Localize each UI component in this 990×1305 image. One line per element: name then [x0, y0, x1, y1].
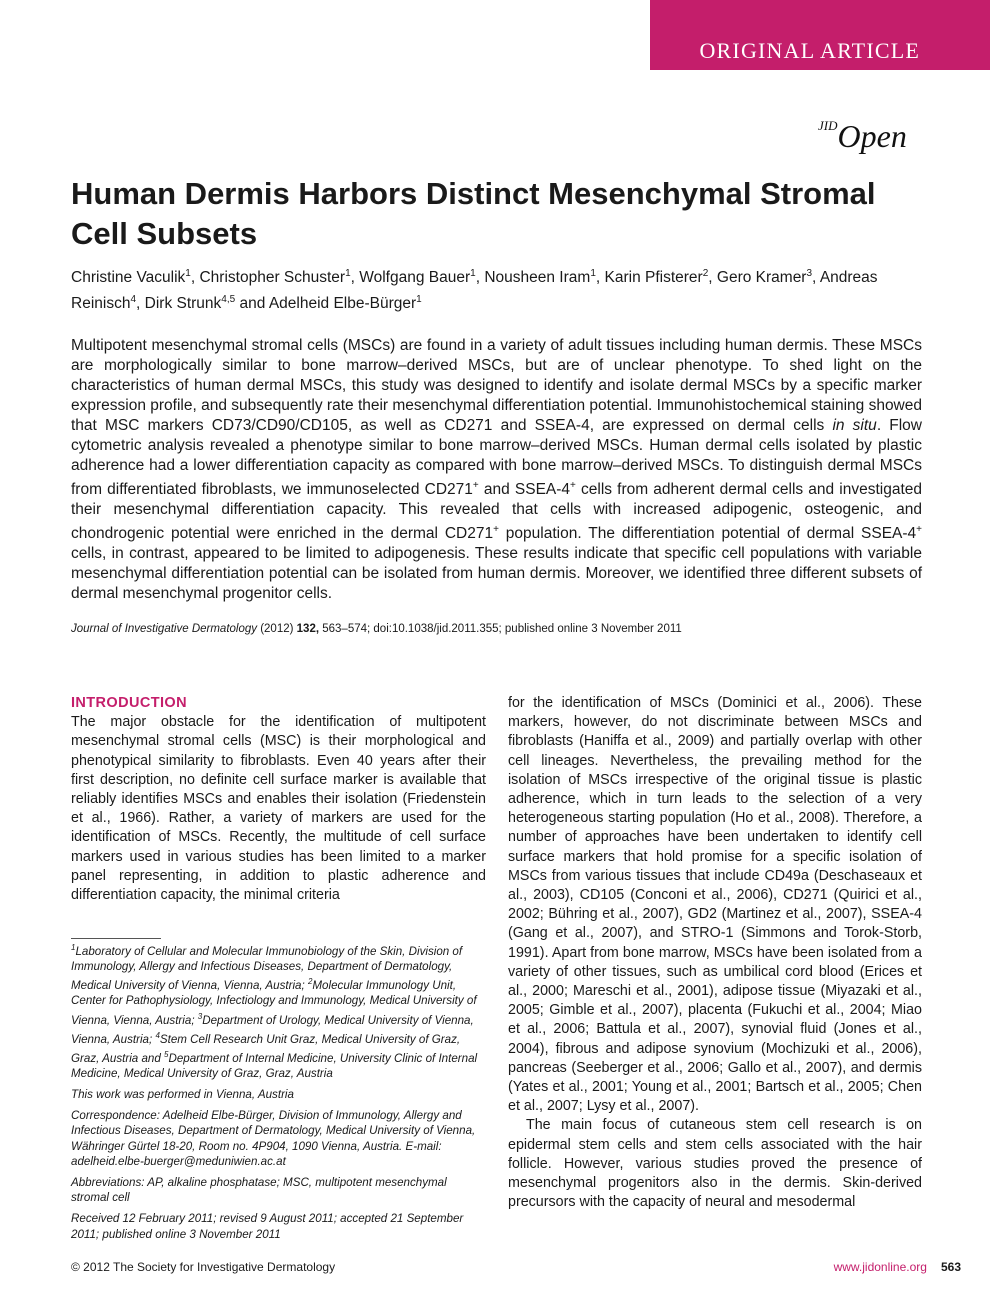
affiliation-text: Laboratory of Cellular and Molecular Immunobiology of the Skin, Division of Immunology, Allergy and Infectious Diseases, Department of Dermatology, Medical University of Vienna, Vienna, Austria; [71, 944, 463, 993]
affiliation-number: 5 [164, 1049, 169, 1059]
received-note: Received 12 February 2011; revised 9 August 2011; accepted 21 September 2011; published online 3 November 2011 [71, 1212, 464, 1241]
logo-large-text: Open [837, 118, 907, 154]
author-name: Nousheen Iram [484, 269, 591, 287]
author-affiliation: 1 [416, 294, 422, 306]
logo-small-text: JID [818, 118, 838, 133]
author-affiliation: 1 [470, 268, 476, 279]
affiliation-text: Molecular Immunology Unit, Center for Pathophysiology, Infectiology and Immunology, Medical University of Vienna, Vienna, Austria; [71, 979, 477, 1027]
section-heading-introduction: INTRODUCTION [71, 695, 187, 711]
affiliation-text: Stem Cell Research Unit Graz, Medical University of Graz, Graz, Austria and [71, 1032, 461, 1065]
footnote-divider [71, 938, 161, 939]
affiliation-number: 2 [307, 977, 313, 987]
affiliations [71, 940, 486, 1081]
author-affiliation: 2 [702, 268, 709, 279]
performed-note: This work was performed in Vienna, Austria [71, 1087, 294, 1101]
footnotes [71, 940, 486, 1248]
affiliation-number: 1 [71, 943, 76, 952]
author-name: Karin Pfisterer [604, 269, 703, 287]
article-type-banner [650, 0, 990, 70]
author-affiliation: 4 [130, 294, 137, 306]
superscript-plus: + [472, 480, 479, 491]
intro-right-paragraph-1: for the identification of MSCs (Dominici et al., 2006). These markers, however, do not discriminate between MSCs and fibroblasts (Haniffa et al., 2009) and partially overlap with other cell lineages. Nevertheless, the prevailing method for the isolation of MSCs irrespective of the original tissue is plastic adherence, which in turn leads to the selection of a very heterogeneous starting population (Ho et al., 2008). Therefore, a number of approaches have been undertaken to identify cell surface markers that hold promise for a specific isolation of MSCs from various tissues that include CD49a (Deschaseaux et al., 2003), CD105 (Conconi et al., 2006), CD271 (Quirici et al., 2002; Bühring et al., 2007), GD2 (Martinez et al., 2007), SSEA-4 (Gang et al., 2007), and STRO-1 (Simmons and Torok-Storb, 1991). Apart from bone marrow, MSCs have been isolated from a variety of other tissues, such as umbilical cord blood (Erices et al., 2000; Mareschi et al., 2001), adipose tissue (Miyazaki et al., 2005; Gimble et al., 2007), placenta (Fukuchi et al., 2004; Miao et al., 2006; Battula et al., 2007), synovial fluid (Jones et al., 2004), fibrous and adipose synovium (Mochizuki et al., 2006), pancreas (Seeberger et al., 2006; Gallo et al., 2007), and dermis (Yates et al., 2001; Young et al., 2001; Bartsch et al., 2005; Chen et al., 2007; Lysy et al., 2007). [508, 695, 922, 1115]
abstract [71, 336, 922, 604]
citation-line [71, 623, 682, 635]
author-affiliation: 1 [185, 268, 191, 279]
article-title: Human Dermis Harbors Distinct Mesenchymal Stromal Cell Subsets [71, 176, 876, 251]
author-affiliation: 3 [806, 268, 813, 279]
author-name: Andreas Reinisch [71, 269, 878, 313]
jid-open-logo [818, 118, 907, 155]
author-affiliation: 1 [345, 268, 351, 279]
author-name: Adelheid Elbe-Bürger [268, 295, 417, 313]
author-list: Christine Vaculik$^1$, Christopher Schuster$^1$, Wolfgang Bauer$^1$, Nousheen Iram$^1$, Karin Pfisterer$^2$, Gero Kramer$^3$, Andreas Reinisch$^4$, Dirk Strunk$^{4,5}$ and Adelheid Elbe-Bürger$^1$ [71, 268, 878, 313]
abstract-part: population. The differentiation potential of dermal SSEA-4 [498, 525, 917, 543]
affiliation-text: Department of Urology, Medical University of Vienna, Vienna, Austria; [71, 1013, 474, 1046]
abstract-italic: in situ [832, 417, 877, 434]
website-link[interactable]: www.jidonline.org [833, 1260, 927, 1274]
affiliation-number: 3 [197, 1011, 203, 1021]
right-column [508, 694, 922, 1212]
citation-rest: 563–574; doi:10.1038/jid.2011.355; published online 3 November 2011 [319, 623, 682, 635]
correspondence-note: Correspondence: Adelheid Elbe-Bürger, Division of Immunology, Allergy and Infectious Diseases, Department of Dermatology, Medical University of Vienna, Währinger Gürtel 18-20, Room no. 4P904, 1090 Vienna, Austria. E-mail: adelheid.elbe-buerger@meduniwien.ac.at [71, 1109, 476, 1168]
author-name: Christopher Schuster [199, 269, 346, 287]
author-name: Christine Vaculik [71, 269, 186, 287]
affiliation-text: Department of Internal Medicine, University Clinic of Internal Medicine, Medical University of Graz, Graz, Austria [71, 1051, 478, 1080]
author-name: Dirk Strunk [144, 295, 222, 313]
page-number: 563 [940, 1260, 961, 1274]
affiliation-number: 4 [155, 1030, 160, 1040]
abbreviations-note: Abbreviations: AP, alkaline phosphatase; MSC, multipotent mesenchymal stromal cell [71, 1175, 447, 1205]
abstract-part: cells, in contrast, appeared to be limited to adipogenesis. These results indicate that specific cell populations with variable mesenchymal differentiation potential can be isolated from human dermis. Moreover, we identified three different subsets of dermal mesenchymal progenitor cells. [71, 545, 922, 603]
superscript-plus: + [916, 524, 922, 536]
author-affiliation: 1 [590, 268, 596, 279]
author-name: Gero Kramer [716, 269, 807, 287]
citation-volume: 132, [296, 623, 320, 635]
copyright-text: © 2012 The Society for Investigative Dermatology [71, 1260, 336, 1274]
author-affiliation: 4,5 [221, 294, 236, 306]
abstract-part: cells from adherent dermal cells and investigated their mesenchymal differentiation capacity. This revealed that cells with increased adipogenic, osteogenic, and chondrogenic potential were enriched in the dermal CD271 [71, 481, 923, 543]
superscript-plus: + [493, 524, 499, 536]
abstract-part: and SSEA-4 [478, 481, 571, 499]
intro-left-paragraph: The major obstacle for the identification of multipotent mesenchymal stromal cells (MSC) is their morphological and phenotypical similarity to fibroblasts. Even 40 years after their first description, no definite cell surface marker is available that reliably identifies MSCs and enables their isolation (Friedenstein et al., 1966). Rather, a variety of markers are used for the identification of MSCs. Recently, the multitude of cell surface markers used in various studies has been limited to a marker panel representing, in addition to plastic adherence and differentiation capacity, the minimal criteria [71, 714, 486, 904]
footer-right [834, 1260, 961, 1274]
journal-name: Journal of Investigative Dermatology [71, 623, 258, 635]
left-column [71, 694, 486, 905]
article-type-label: ORIGINAL ARTICLE [699, 38, 920, 63]
citation-year: (2012) [257, 623, 297, 635]
superscript-plus: + [570, 480, 576, 491]
author-name: Wolfgang Bauer [359, 269, 471, 287]
abstract-part: Multipotent mesenchymal stromal cells (MSCs) are found in a variety of adult tissues including human dermis. These MSCs are morphologically similar to bone marrow–derived MSCs, but are of unclear phenotype. To shed light on the characteristics of human dermal MSCs, this study was designed to identify and isolate dermal MSCs by a specific marker expression profile, and subsequently rate their mesenchymal differentiation potential. Immunohistochemical staining showed that MSC markers CD73/CD90/CD105, as well as CD271 and SSEA-4, are expressed on dermal cells [71, 337, 922, 434]
abstract-part: . Flow cytometric analysis revealed a phenotype similar to bone marrow–derived MSCs. Human dermal cells isolated by plastic adherence had a lower differentiation capacity as compared with bone marrow–derived MSCs. To distinguish dermal MSCs from differentiated fibroblasts, we immunoselected CD271 [71, 417, 922, 499]
intro-right-paragraph-2: The main focus of cutaneous stem cell research is on epidermal stem cells and stem cells associated with the hair follicle. However, various studies proved the presence of mesenchymal progenitors also in the dermis. Skin-derived precursors with the capacity of neural and mesodermal [508, 1117, 922, 1211]
